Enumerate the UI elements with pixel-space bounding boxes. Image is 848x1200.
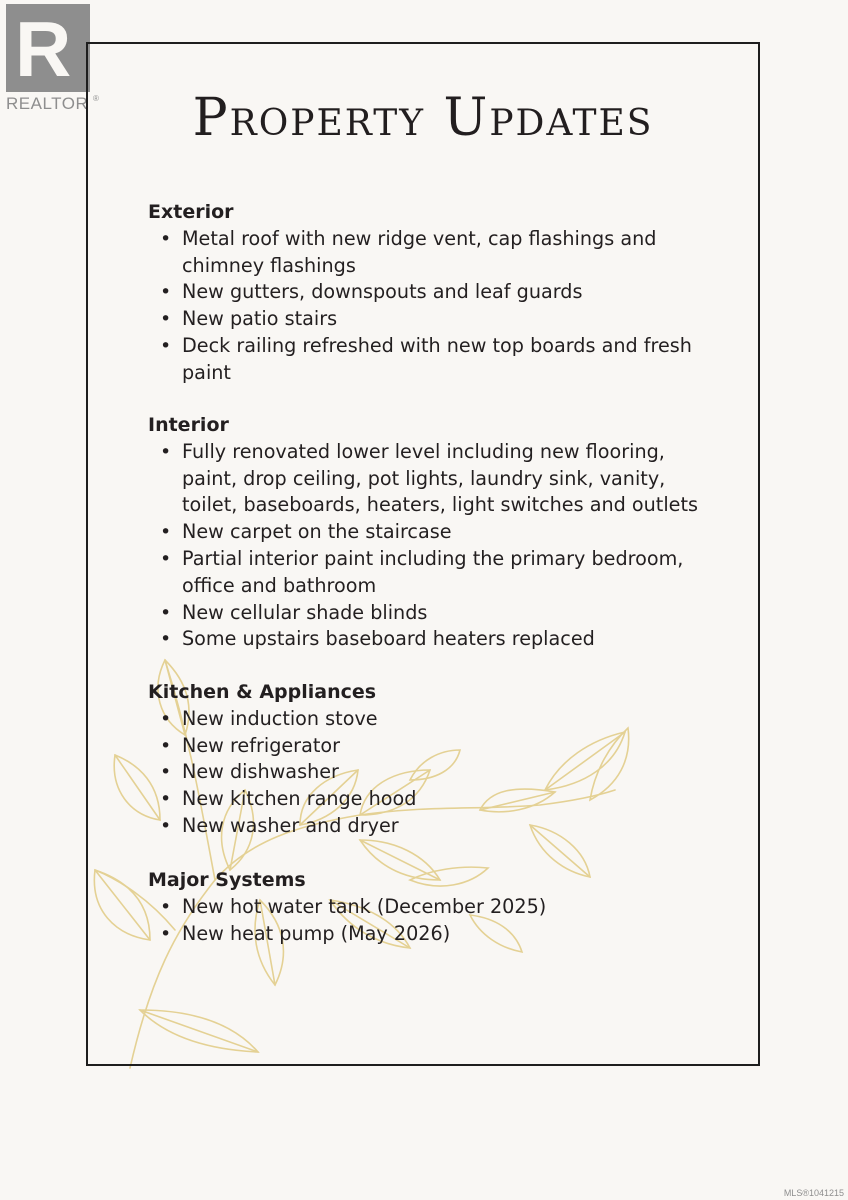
list-item-text: New kitchen range hood (182, 787, 417, 811)
realtor-r-mark (6, 4, 90, 92)
list-item-text: Deck railing refreshed with new top boards and fresh paint (182, 333, 692, 384)
bullet-icon: • (160, 440, 172, 463)
page-title: Property Updates (192, 88, 654, 148)
list-item-text: New carpet on the staircase (182, 520, 452, 544)
list-item (148, 626, 722, 653)
section-heading: Major Systems (148, 869, 306, 891)
list-item-text: Some upstairs baseboard heaters replaced (182, 627, 595, 651)
list-item (148, 306, 722, 333)
list-item-text: Metal roof with new ridge vent, cap flashings and chimney flashings (182, 226, 657, 277)
bullet-icon: • (160, 547, 172, 570)
item-list (148, 894, 748, 948)
bullet-icon: • (160, 922, 172, 945)
bullet-icon: • (160, 788, 172, 811)
list-item (148, 439, 722, 519)
list-item (148, 759, 722, 786)
list-item-text: New cellular shade blinds (182, 600, 428, 624)
bullet-icon: • (160, 734, 172, 757)
mls-number: MLS®1041215 (783, 1188, 844, 1198)
registered-mark: ® (93, 94, 99, 103)
section-major-systems (148, 867, 748, 947)
list-item-text: Fully renovated lower level including new flooring, paint, drop ceiling, pot lights, laundry sink, vanity, toilet, baseboards, heaters, light switches and outlets (182, 439, 698, 517)
section-heading: Exterior (148, 201, 234, 223)
bullet-icon: • (160, 628, 172, 651)
bullet-icon: • (160, 707, 172, 730)
list-item (148, 600, 722, 627)
list-item-text: New dishwasher (182, 760, 339, 784)
list-item (148, 226, 722, 280)
section-heading: Interior (148, 414, 229, 436)
list-item (148, 706, 722, 733)
bullet-icon: • (160, 334, 172, 357)
bullet-icon: • (160, 761, 172, 784)
bullet-icon: • (160, 521, 172, 544)
item-list (148, 706, 748, 840)
list-item-text: New heat pump (May 2026) (182, 921, 451, 945)
list-item (148, 519, 722, 546)
bullet-icon: • (160, 308, 172, 331)
list-item (148, 333, 722, 387)
section-heading: Kitchen & Appliances (148, 681, 377, 703)
list-item-text: New refrigerator (182, 733, 340, 757)
realtor-r-glyph: R (15, 5, 72, 93)
item-list (148, 226, 748, 387)
list-item-text: Partial interior paint including the primary bedroom, office and bathroom (182, 546, 684, 597)
list-item-text: New induction stove (182, 706, 378, 730)
realtor-logo (6, 4, 98, 112)
bullet-icon: • (160, 895, 172, 918)
list-item (148, 786, 722, 813)
bullet-icon: • (160, 281, 172, 304)
bullet-icon: • (160, 227, 172, 250)
list-item-text: New patio stairs (182, 307, 338, 331)
section-kitchen-appliances (148, 679, 748, 840)
list-item (148, 813, 722, 840)
list-item (148, 279, 722, 306)
list-item (148, 921, 722, 948)
section-interior (148, 412, 748, 653)
list-item-text: New hot water tank (December 2025) (182, 894, 547, 918)
list-item-text: New washer and dryer (182, 813, 399, 837)
section-exterior (148, 199, 748, 387)
item-list (148, 439, 748, 653)
list-item-text: New gutters, downspouts and leaf guards (182, 280, 583, 304)
realtor-wordmark: REALTOR (6, 94, 89, 113)
bullet-icon: • (160, 814, 172, 837)
list-item (148, 733, 722, 760)
bullet-icon: • (160, 601, 172, 624)
list-item (148, 546, 722, 600)
list-item (148, 894, 722, 921)
